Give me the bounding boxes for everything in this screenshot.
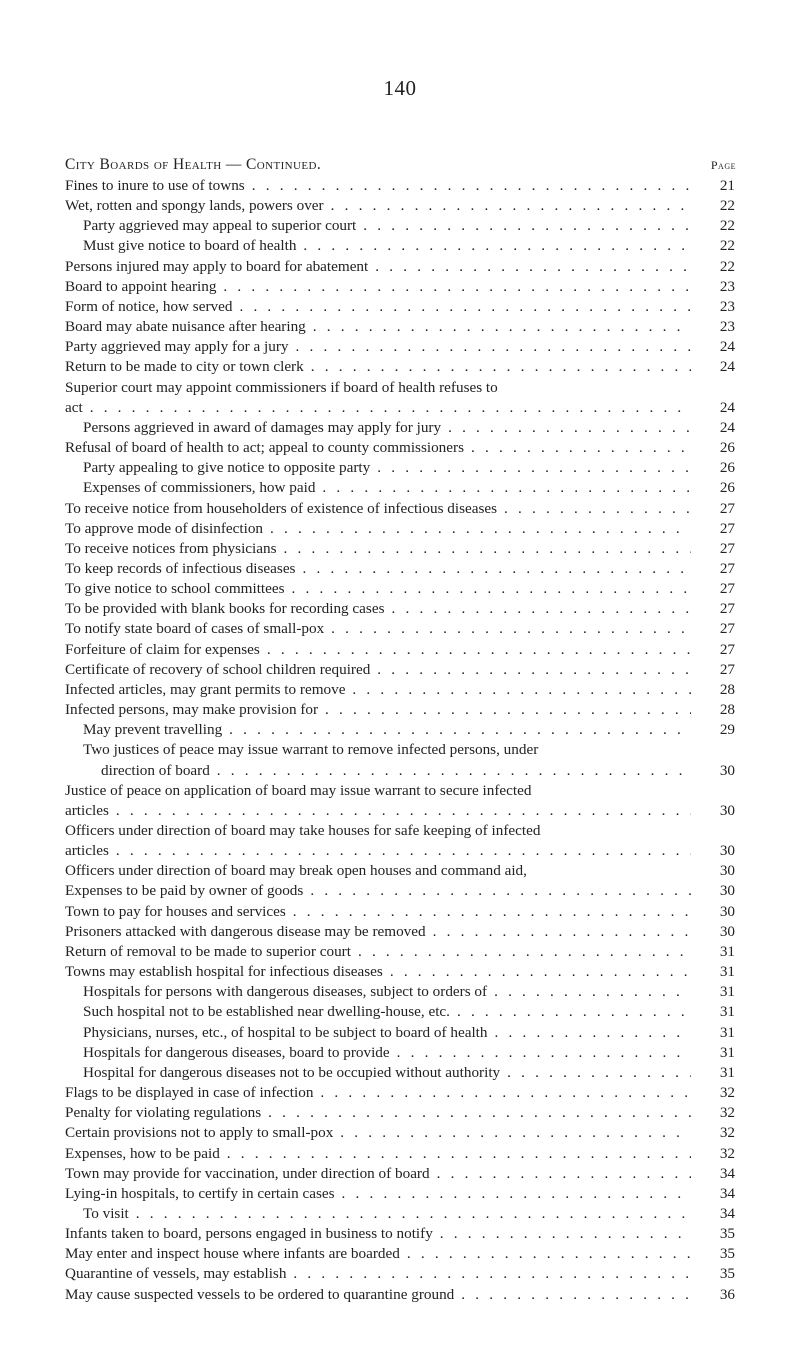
index-entry (65, 781, 735, 801)
entry-text: articles . . . (65, 841, 691, 861)
entry-text: Fines to inure to use of towns . . . (65, 176, 691, 196)
entry-text: Wet, rotten and spongy lands, powers over . . . (65, 196, 691, 216)
index-entry (65, 1023, 735, 1043)
index-entry (65, 1204, 735, 1224)
index-entry (65, 418, 735, 438)
index-entry (65, 861, 735, 881)
entry-text: Physicians, nurses, etc., of hospital to be subject to board of health . . . (65, 1023, 691, 1043)
entry-text: Justice of peace on application of board may issue warrant to secure infected (65, 781, 532, 799)
index-entry (65, 579, 735, 599)
index-entry (65, 1224, 735, 1244)
entry-page: 27 (719, 600, 735, 618)
entry-text: Party aggrieved may appeal to superior court . . . (65, 216, 691, 236)
entry-text: Two justices of peace may issue warrant to remove infected persons, under (83, 741, 539, 759)
entry-text: To receive notice from householders of existence of infectious diseases . . . (65, 499, 691, 519)
page-column-label: Page (710, 158, 736, 172)
entry-text: Board to appoint hearing . . . (65, 277, 691, 297)
entry-text: Prisoners attacked with dangerous disease may be removed . . . (65, 922, 691, 942)
entry-page: 24 (719, 358, 735, 376)
index-entry (65, 438, 735, 458)
index-entry (65, 317, 735, 337)
entry-text: Board may abate nuisance after hearing . . . (65, 317, 691, 337)
index-entry (65, 519, 735, 539)
index-entry (65, 1083, 735, 1103)
entries (65, 176, 735, 1305)
entry-text: Refusal of board of health to act; appeal to county commissioners . . . (65, 438, 691, 458)
entry-text: Officers under direction of board may take houses for safe keeping of infected (65, 822, 541, 839)
entry-page: 21 (719, 177, 735, 194)
index-entry (65, 801, 735, 821)
entry-text: Flags to be displayed in case of infection . . . (65, 1083, 691, 1103)
index-entry (65, 1184, 735, 1204)
index-entry (65, 176, 735, 196)
entry-page: 22 (719, 237, 735, 255)
entry-text: Town to pay for houses and services . . . (65, 902, 691, 922)
entry-page: 24 (719, 418, 735, 436)
entry-text: Infected articles, may grant permits to remove . . . (65, 680, 691, 700)
index-entry (65, 216, 735, 236)
entry-text: Must give notice to board of health . . . (65, 236, 691, 256)
index-entry (65, 1063, 735, 1083)
index-entry (65, 942, 735, 962)
entry-text: Certain provisions not to apply to small-pox . . . (65, 1123, 691, 1143)
entry-page: 24 (719, 338, 735, 356)
entry-page: 30 (719, 862, 735, 880)
entry-text: Superior court may appoint commissioners if board of health refuses to (65, 378, 498, 396)
entry-text: Expenses of commissioners, how paid . . . (65, 478, 691, 498)
entry-page: 31 (719, 1043, 735, 1061)
entry-page: 31 (719, 963, 735, 981)
entry-page: 30 (719, 922, 735, 940)
entry-page: 35 (719, 1265, 735, 1283)
entry-text: Return of removal to be made to superior court . . . (65, 942, 691, 962)
entry-text: direction of board . . . (65, 761, 691, 781)
entry-text: May cause suspected vessels to be ordered to quarantine ground . . . (65, 1285, 691, 1305)
entry-text: Party appealing to give notice to opposite party . . . (65, 458, 691, 478)
entry-text: Penalty for violating regulations . . . (65, 1103, 691, 1123)
entry-page: 27 (719, 580, 735, 598)
entry-text: Certificate of recovery of school children required . . . (65, 660, 691, 680)
entry-page: 36 (719, 1285, 735, 1303)
entry-text: Form of notice, how served . . . (65, 297, 691, 317)
entry-text: To visit . . . (65, 1204, 691, 1224)
entry-page: 26 (719, 439, 735, 457)
index-entry (65, 720, 735, 740)
entry-page: 23 (719, 318, 735, 336)
entry-page: 30 (719, 801, 735, 819)
entry-page: 28 (719, 680, 735, 698)
section-header (65, 156, 735, 176)
entry-text: Lying-in hospitals, to certify in certain cases . . . (65, 1184, 691, 1204)
index-entry (65, 761, 735, 781)
index-entry (65, 1002, 735, 1022)
entry-page: 35 (719, 1245, 735, 1263)
entry-page: 26 (719, 459, 735, 477)
entry-text: Expenses, how to be paid . . . (65, 1144, 691, 1164)
index-entry (65, 1244, 735, 1264)
index-entry (65, 881, 735, 901)
entry-page: 35 (719, 1225, 735, 1243)
entry-text: Such hospital not to be established near dwelling-house, etc. . . . (65, 1002, 691, 1022)
entry-page: 30 (719, 761, 735, 779)
entry-page: 32 (719, 1084, 735, 1102)
index-entry (65, 559, 735, 579)
entry-page: 30 (719, 902, 735, 920)
index-entry (65, 841, 735, 861)
index-entry (65, 1144, 735, 1164)
entry-page: 31 (719, 1003, 735, 1021)
entry-page: 30 (719, 882, 735, 900)
entry-page: 22 (719, 257, 735, 275)
index-entry (65, 821, 735, 841)
index-entry (65, 700, 735, 720)
entry-text: Expenses to be paid by owner of goods . . . (65, 881, 691, 901)
index-entry (65, 1264, 735, 1284)
entry-page: 27 (719, 539, 735, 557)
index-entry (65, 1043, 735, 1063)
entry-page: 34 (719, 1204, 735, 1222)
entry-text: Persons aggrieved in award of damages may apply for jury . . . (65, 418, 691, 438)
entry-text: Hospitals for dangerous diseases, board to provide . . . (65, 1043, 691, 1063)
entry-text: Party aggrieved may apply for a jury . . . (65, 337, 691, 357)
entry-page: 27 (719, 620, 735, 638)
entry-text: Towns may establish hospital for infectious diseases . . . (65, 962, 691, 982)
entry-page: 34 (719, 1164, 735, 1182)
index-entry (65, 277, 735, 297)
entry-page: 32 (719, 1144, 735, 1162)
index-entry (65, 640, 735, 660)
index-entry (65, 398, 735, 418)
index-entry (65, 539, 735, 559)
entry-text: act . . . (65, 398, 691, 418)
entry-text: Persons injured may apply to board for abatement . . . (65, 257, 691, 277)
index-entry (65, 922, 735, 942)
entry-page: 30 (719, 842, 735, 860)
index-entry (65, 1285, 735, 1305)
entry-page: 31 (719, 942, 735, 960)
index-entry (65, 236, 735, 256)
index-entry (65, 196, 735, 216)
index-entry (65, 660, 735, 680)
entry-text: Officers under direction of board may break open houses and command aid, (65, 862, 527, 880)
index-entry (65, 257, 735, 277)
entry-text: To approve mode of disinfection . . . (65, 519, 691, 539)
entry-text: May enter and inspect house where infants are boarded . . . (65, 1244, 691, 1264)
page-number: 140 (383, 76, 417, 100)
entry-text: Hospitals for persons with dangerous diseases, subject to orders of . . . (65, 982, 691, 1002)
entry-page: 27 (719, 559, 735, 577)
index-entry (65, 478, 735, 498)
entry-text: Quarantine of vessels, may establish . . . (65, 1264, 691, 1284)
index-entry (65, 902, 735, 922)
entry-page: 28 (719, 701, 735, 719)
index-entry (65, 619, 735, 639)
entry-text: Return to be made to city or town clerk . . . (65, 357, 691, 377)
index-entry (65, 1103, 735, 1123)
index-entry (65, 458, 735, 478)
entry-page: 27 (719, 640, 735, 658)
entry-text: To give notice to school committees . . . (65, 579, 691, 599)
index-entry (65, 599, 735, 619)
index-entry (65, 297, 735, 317)
entry-page: 23 (719, 297, 735, 315)
entry-page: 22 (719, 217, 735, 235)
entry-page: 31 (719, 1063, 735, 1081)
index-entry (65, 357, 735, 377)
entry-text: To receive notices from physicians . . . (65, 539, 691, 559)
index-entry (65, 378, 735, 398)
entry-text: To be provided with blank books for recording cases . . . (65, 599, 691, 619)
entry-text: Infants taken to board, persons engaged in business to notify . . . (65, 1224, 691, 1244)
index-entry (65, 680, 735, 700)
entry-page: 27 (719, 660, 735, 678)
entry-page: 34 (719, 1184, 735, 1202)
entry-text: Infected persons, may make provision for . . . (65, 700, 691, 720)
entry-page: 23 (719, 277, 735, 295)
entry-text: articles . . . (65, 801, 691, 821)
index-entry (65, 740, 735, 760)
entry-page: 31 (719, 983, 735, 1001)
index-entry (65, 962, 735, 982)
entry-text: Forfeiture of claim for expenses . . . (65, 640, 691, 660)
entry-page: 27 (719, 499, 735, 517)
entry-page: 26 (719, 479, 735, 497)
index-entry (65, 982, 735, 1002)
entry-page: 22 (719, 197, 735, 215)
entry-page: 24 (719, 398, 735, 416)
entry-page: 29 (719, 721, 735, 739)
entry-text: To notify state board of cases of small-pox . . . (65, 619, 691, 639)
entry-page: 32 (719, 1104, 735, 1122)
section-title: City Boards of Health — Continued. (65, 156, 322, 173)
index-entry (65, 499, 735, 519)
entry-page: 27 (719, 519, 735, 537)
entry-page: 32 (719, 1124, 735, 1142)
entry-text: May prevent travelling . . . (65, 720, 691, 740)
entry-text: Town may provide for vaccination, under direction of board . . . (65, 1164, 691, 1184)
entry-text: To keep records of infectious diseases . . . (65, 559, 691, 579)
index-list (65, 156, 735, 1305)
index-entry (65, 1164, 735, 1184)
entry-page: 31 (719, 1023, 735, 1041)
index-entry (65, 1123, 735, 1143)
entry-text: Hospital for dangerous diseases not to be occupied without authority . . . (65, 1063, 691, 1083)
index-entry (65, 337, 735, 357)
